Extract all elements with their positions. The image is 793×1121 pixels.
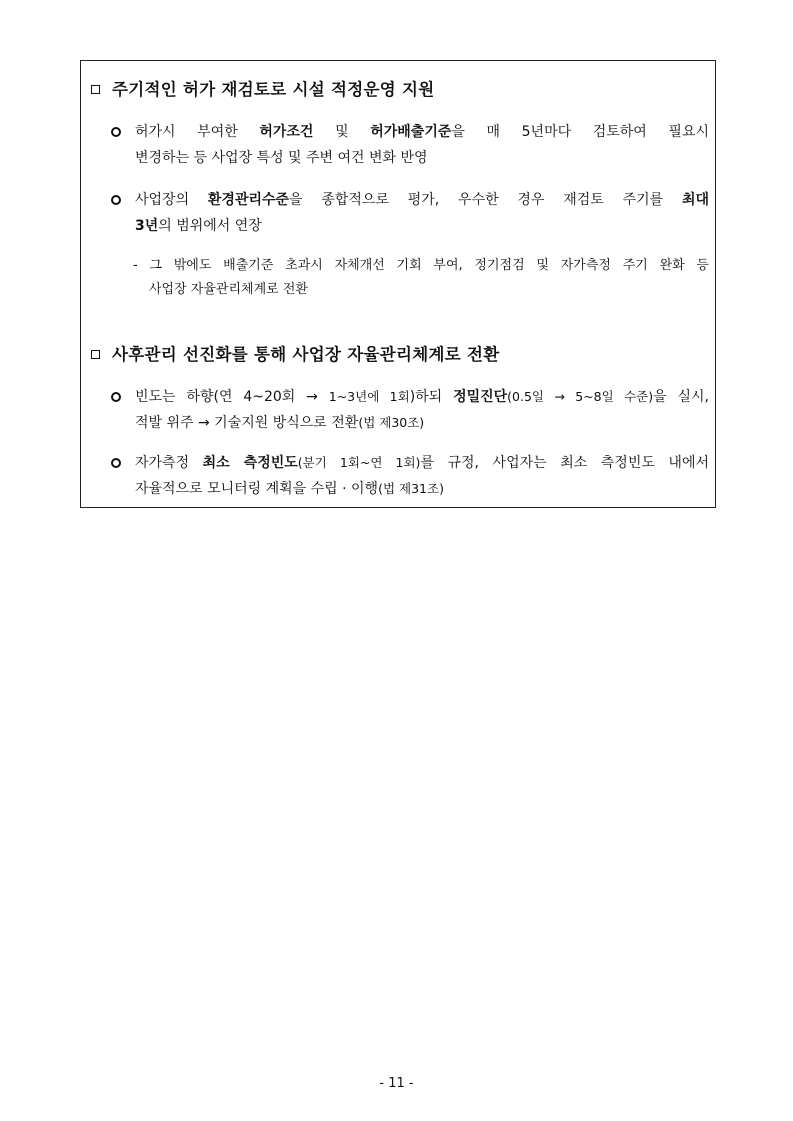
text-line: 사업장 자율관리체계로 전환 [149,282,308,297]
text-line: 자율적으로 모니터링 계획을 수립 · 이행(법 제31조) [135,481,444,497]
bullet-item-self-measurement [111,450,709,502]
text-line: 자가측정 최소 측정빈도(분기 1회~연 1회)를 규정, 사업자는 최소 측정빈도 내에서 [135,455,709,471]
text-line: 허가시 부여한 허가조건 및 허가배출기준을 매 5년마다 검토하여 필요시 [135,124,709,140]
circle-bullet-icon [111,127,121,137]
text-line: 사업장의 환경관리수준을 종합적으로 평가, 우수한 경우 재검토 주기를 최대 [135,192,710,208]
text-line: 적발 위주 → 기술지원 방식으로 전환(법 제30조) [135,415,425,431]
circle-bullet-icon [111,458,121,468]
circle-bullet-icon [111,392,121,402]
bullet-item-inspection-frequency [111,384,709,436]
text-line: - 그 밖에도 배출기준 초과시 자체개선 기회 부여, 정기점검 및 자가측정 주기 완화 등 [133,258,709,273]
square-bullet-icon [91,85,100,94]
dash-sub-item [133,254,709,302]
text-line: 변경하는 등 사업장 특성 및 주변 여건 변화 반영 [135,150,428,166]
text-line: 빈도는 하향(연 4~20회 → 1~3년에 1회)하되 정밀진단(0.5일 → 5~8일 수준)을 실시, [135,389,709,405]
circle-bullet-icon [111,195,121,205]
section-heading-permit-review: 주기적인 허가 재검토로 시설 적정운영 지원 [91,76,435,100]
bullet-item-permit-conditions [111,119,709,171]
page-number: - 11 - [379,1076,414,1091]
text-line: 3년의 범위에서 연장 [135,218,262,234]
bullet-item-management-level [111,187,709,239]
square-bullet-icon [91,350,100,359]
summary-box [80,60,716,508]
section-heading-aftercare: 사후관리 선진화를 통해 사업장 자율관리체계로 전환 [91,341,499,365]
